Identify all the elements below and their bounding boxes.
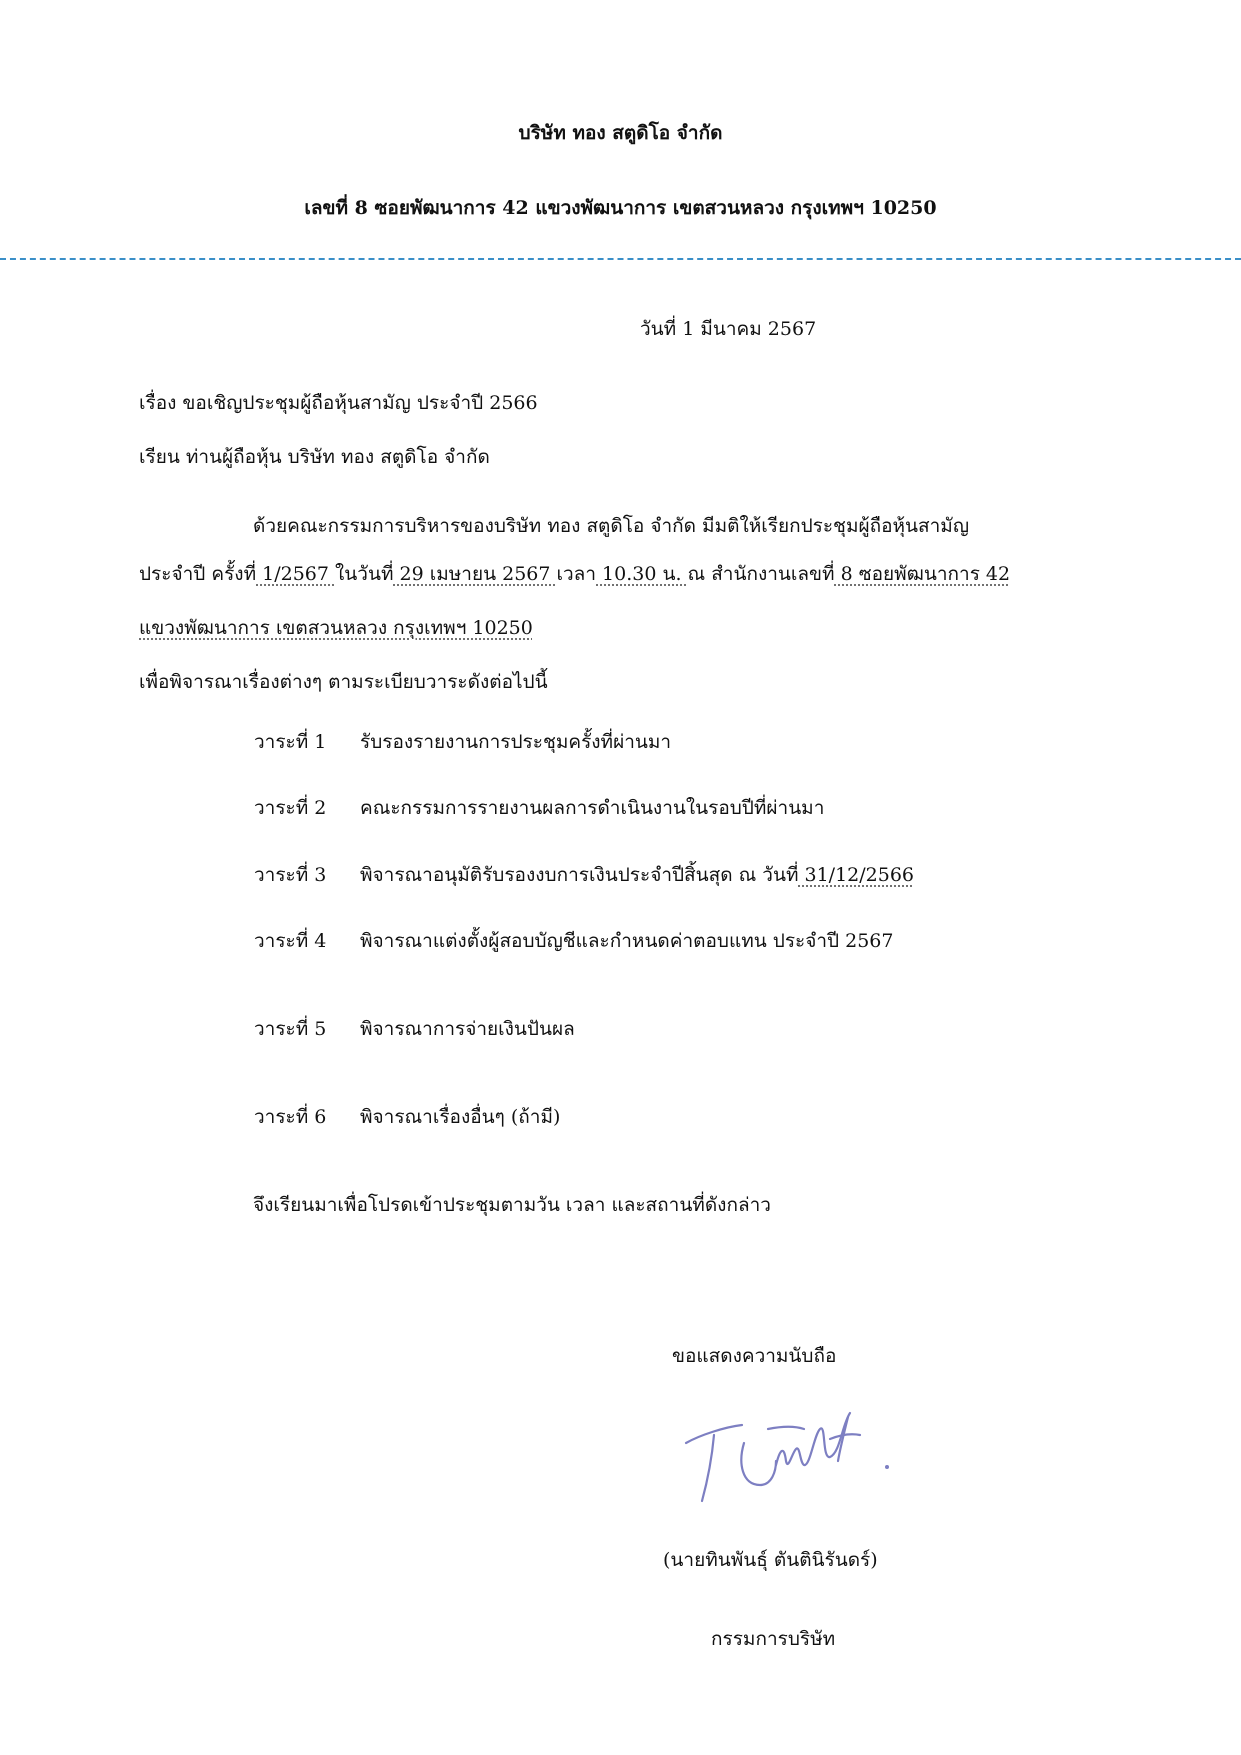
body-line-2 bbox=[139, 563, 1010, 586]
body-line-4: เพื่อพิจารณาเรื่องต่างๆ ตามระเบียบวาระดังต่อไปนี้ bbox=[139, 671, 548, 693]
company-address: เลขที่ 8 ซอยพัฒนาการ 42 แขวงพัฒนาการ เขตสวนหลวง กรุงเทพฯ 10250 bbox=[304, 197, 937, 219]
agenda-text: พิจารณาเรื่องอื่นๆ (ถ้ามี) bbox=[360, 1106, 561, 1128]
company-name: บริษัท ทอง สตูดิโอ จำกัด bbox=[518, 122, 723, 144]
fiscal-year-end-date: 31/12/2566 bbox=[798, 864, 915, 886]
signatory-name: (นายทินพันธุ์ ตันตินิรันดร์) bbox=[663, 1549, 878, 1571]
signature-stroke bbox=[702, 1435, 714, 1501]
agenda-label: วาระที่ 5 bbox=[254, 1018, 327, 1040]
sign-off: ขอแสดงความนับถือ bbox=[672, 1345, 837, 1367]
agenda-label: วาระที่ 6 bbox=[254, 1106, 327, 1128]
agenda-label: วาระที่ 3 bbox=[254, 864, 327, 886]
meeting-time: 10.30 น. bbox=[596, 563, 688, 585]
meeting-place-road: ซอยพัฒนาการ 42 bbox=[858, 563, 1011, 585]
agenda-item bbox=[254, 1106, 1154, 1132]
signature-stroke bbox=[830, 1434, 860, 1439]
signature-image bbox=[680, 1405, 910, 1515]
agenda-text bbox=[360, 864, 914, 887]
letter-recipient: เรียน ท่านผู้ถือหุ้น บริษัท ทอง สตูดิโอ จำกัด bbox=[139, 446, 490, 468]
meeting-place-district: แขวงพัฒนาการ เขตสวนหลวง กรุงเทพฯ 10250 bbox=[139, 617, 533, 639]
agenda-item bbox=[254, 930, 1154, 956]
agenda-text: พิจารณาการจ่ายเงินปันผล bbox=[360, 1018, 575, 1040]
agenda-label: วาระที่ 4 bbox=[254, 930, 327, 952]
agenda-label: วาระที่ 1 bbox=[254, 731, 327, 753]
meeting-place-prefix: ณ สำนักงานเลขที่ bbox=[687, 563, 835, 585]
agenda-item bbox=[254, 731, 1154, 757]
signatory-title: กรรมการบริษัท bbox=[711, 1628, 836, 1650]
agenda-text-main: พิจารณาอนุมัติรับรองงบการเงินประจำปีสิ้นสุด ณ วันที่ bbox=[360, 864, 799, 886]
meeting-number: 1/2567 bbox=[256, 563, 336, 585]
body-line-1: ด้วยคณะกรรมการบริหารของบริษัท ทอง สตูดิโอ จำกัด มีมติให้เรียกประชุมผู้ถือหุ้นสามัญ bbox=[253, 515, 970, 537]
meeting-date-label: ในวันที่ bbox=[335, 563, 394, 585]
signature-dot bbox=[885, 1465, 889, 1469]
body-line-2-prefix: ประจำปี ครั้งที่ bbox=[139, 563, 257, 585]
agenda-label: วาระที่ 2 bbox=[254, 797, 327, 819]
body-line-3 bbox=[139, 617, 533, 640]
letter-date: วันที่ 1 มีนาคม 2567 bbox=[640, 318, 817, 340]
letter-subject: เรื่อง ขอเชิญประชุมผู้ถือหุ้นสามัญ ประจำปี 2566 bbox=[139, 392, 538, 414]
agenda-item bbox=[254, 864, 1154, 890]
header-divider bbox=[0, 258, 1241, 260]
signature-stroke bbox=[768, 1427, 804, 1429]
meeting-date: 29 เมษายน 2567 bbox=[393, 563, 557, 585]
closing-line: จึงเรียนมาเพื่อโปรดเข้าประชุมตามวัน เวลา และสถานที่ดังกล่าว bbox=[253, 1194, 771, 1216]
meeting-time-label: เวลา bbox=[556, 563, 596, 585]
agenda-text: รับรองรายงานการประชุมครั้งที่ผ่านมา bbox=[360, 731, 672, 753]
agenda-item bbox=[254, 797, 1154, 823]
agenda-text: คณะกรรมการรายงานผลการดำเนินงานในรอบปีที่ผ่านมา bbox=[360, 797, 825, 819]
signature-stroke bbox=[741, 1443, 776, 1485]
agenda-item bbox=[254, 1018, 1154, 1044]
meeting-place-number: 8 bbox=[834, 563, 859, 585]
signature bbox=[680, 1405, 910, 1515]
agenda-text: พิจารณาแต่งตั้งผู้สอบบัญชีและกำหนดค่าตอบแทน ประจำปี 2567 bbox=[360, 930, 894, 952]
